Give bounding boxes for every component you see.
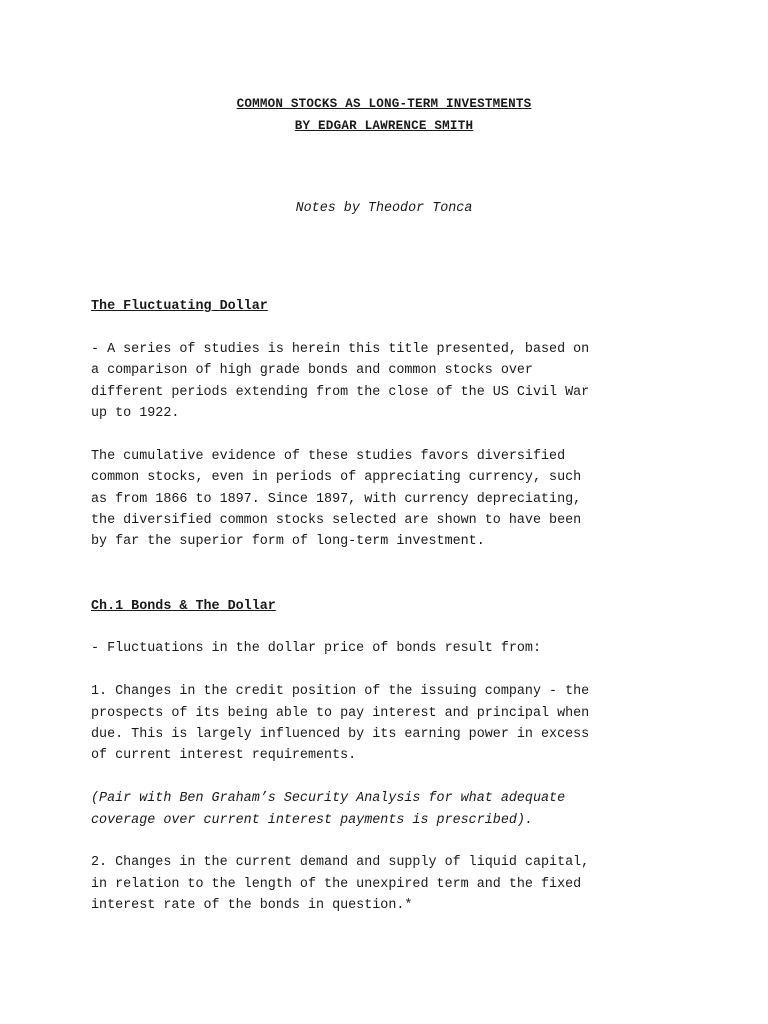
note-graham-reference: (Pair with Ben Graham’s Security Analysis for what adequate coverage over current interest payments is prescribed). [91,791,566,828]
document-author: BY EDGAR LAWRENCE SMITH [294,119,474,133]
list-item-credit-position: 1. Changes in the credit position of the issuing company - the prospects of its being able to pay interest and principal when due. This is largely influenced by its earning power in excess of current interest requirements. [91,684,590,764]
document-title: COMMON STOCKS AS LONG-TERM INVESTMENTS [236,97,532,111]
section-heading-bonds-and-dollar: Ch.1 Bonds & The Dollar [91,598,276,614]
paragraph: - A series of studies is herein this title presented, based on a comparison of high grade bonds and common stocks over different periods extending from the close of the US Civil War up to 1922. [91,341,590,422]
list-item-liquid-capital: 2. Changes in the current demand and supply of liquid capital, in relation to the length of the unexpired term and the fixed interest rate of the bonds in question.* [91,855,590,914]
paragraph: The cumulative evidence of these studies favors diversified common stocks, even in periods of appreciating currency, such as from 1866 to 1897. Since 1897, with currency depreciating, the diversified common stocks selected are shown to have been by far the superior form of long-term investment. [91,448,582,550]
notes-attribution: Notes by Theodor Tonca [295,201,473,216]
paragraph: - Fluctuations in the dollar price of bonds result from: [91,641,541,657]
section-heading-fluctuating-dollar: The Fluctuating Dollar [91,299,268,314]
document-body [91,296,691,917]
